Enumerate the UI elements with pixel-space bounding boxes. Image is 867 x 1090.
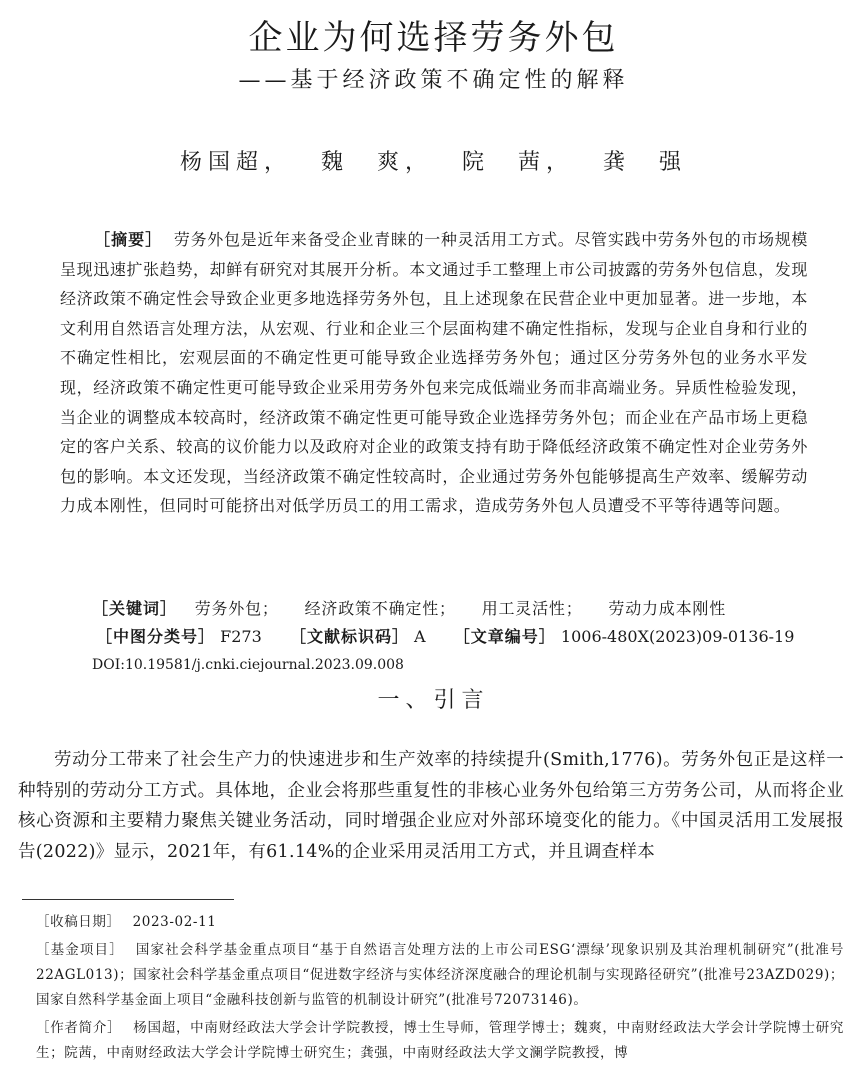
article-no-value: 1006-480X(2023)09-0136-19	[560, 627, 795, 646]
section-heading: 一、引言	[377, 688, 490, 713]
funding-label: ［基金项目］	[36, 942, 124, 958]
received-value: 2023-02-11	[132, 914, 217, 930]
classification-line	[96, 624, 794, 650]
author-name: 龚 强	[603, 150, 688, 175]
author-name: 院 茜，	[462, 150, 575, 175]
doc-code-label: ［文献标识码］	[289, 627, 409, 646]
footnote-funding	[36, 938, 844, 1013]
abstract-label: ［摘要］	[94, 230, 163, 249]
doi[interactable]: DOI:10.19581/j.cnki.ciejournal.2023.09.008	[92, 657, 404, 673]
footnotes	[36, 910, 844, 1069]
keyword: 劳动力成本刚性	[608, 599, 726, 618]
authors-value: 杨国超，中南财经政法大学会计学院教授，博士生导师，管理学博士；魏爽，中南财经政法大学会计学院博士研究生；院茜，中南财经政法大学会计学院博士研究生；龚强，中南财经政法大学文澜学院教授，博	[36, 1020, 844, 1061]
keyword: 经济政策不确定性；	[304, 599, 456, 618]
paper-title: 企业为何选择劳务外包	[248, 18, 619, 58]
body-paragraph: 劳动分工带来了社会生产力的快速进步和生产效率的持续提升(Smith,1776)。劳务外包正是这样一种特别的劳动分工方式。具体地，企业会将那些重复性的非核心业务外包给第三方劳务公司，从而将企业核心资源和主要精力聚焦关键业务活动，同时增强企业应对外部环境变化的能力。《中国灵活用工发展报告(2022)》显示，2021年，有61.14%的企业采用灵活用工方式，并且调查样本	[18, 750, 844, 862]
footnote-received	[36, 910, 844, 935]
footnote-authors	[36, 1016, 844, 1066]
keywords-label: ［关键词］	[92, 599, 178, 618]
received-label: ［收稿日期］	[36, 914, 121, 930]
abstract	[60, 225, 808, 521]
funding-value: 国家社会科学基金重点项目“基于自然语言处理方法的上市公司ESG‘漂绿’现象识别及其治理机制研究”(批准号22AGL013)；国家社会科学基金重点项目“促进数字经济与实体经济深度融合的理论机制与实现路径研究”(批准号23AZD029)；国家自然科学基金面上项目“金融科技创新与监管的机制设计研究”(批准号72073146)。	[36, 942, 844, 1008]
clc-value: F273	[220, 627, 262, 646]
doc-code-value: A	[414, 627, 426, 646]
author-name: 杨国超，	[179, 150, 292, 175]
footnote-divider	[22, 899, 234, 900]
article-no-label: ［文章编号］	[453, 627, 556, 646]
authors-label: ［作者简介］	[36, 1020, 122, 1036]
author-name: 魏 爽，	[320, 150, 433, 175]
keywords	[92, 596, 832, 622]
abstract-text: 劳务外包是近年来备受企业青睐的一种灵活用工方式。尽管实践中劳务外包的市场规模呈现迅速扩张趋势，却鲜有研究对其展开分析。本文通过手工整理上市公司披露的劳务外包信息，发现经济政策不确定性会导致企业更多地选择劳务外包，且上述现象在民营企业中更加显著。进一步地，本文利用自然语言处理方法，从宏观、行业和企业三个层面构建不确定性指标，发现与企业自身和行业的不确定性相比，宏观层面的不确定性更可能导致企业选择劳务外包；通过区分劳务外包的业务水平发现，经济政策不确定性更可能导致企业采用劳务外包来完成低端业务而非高端业务。异质性检验发现，当企业的调整成本较高时，经济政策不确定性更可能导致企业选择劳务外包；而企业在产品市场上更稳定的客户关系、较高的议价能力以及政府对企业的政策支持有助于降低经济政策不确定性对企业劳务外包的影响。本文还发现，当经济政策不确定性较高时，企业通过劳务外包能够提高生产效率、缓解劳动力成本刚性，但同时可能挤出对低学历员工的用工需求，造成劳务外包人员遭受不平等待遇等问题。	[60, 230, 808, 516]
paper-subtitle: ——基于经济政策不确定性的解释	[238, 68, 629, 93]
clc-label: ［中图分类号］	[96, 627, 216, 646]
keyword: 劳务外包；	[194, 599, 279, 618]
author-list	[0, 148, 867, 178]
keyword: 用工灵活性；	[481, 599, 583, 618]
